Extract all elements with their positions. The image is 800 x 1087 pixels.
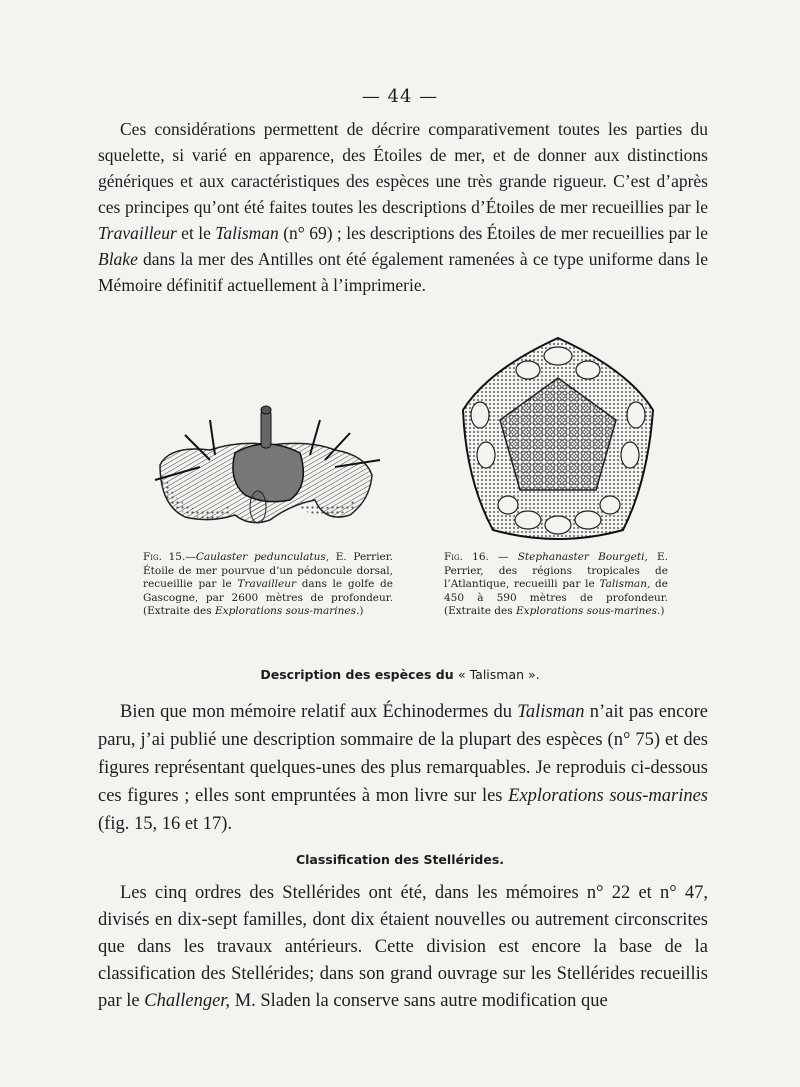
section-heading-talisman: Description des espèces du « Talisman ». [260, 667, 540, 682]
figure-16-caption: Fig. 16. — Stephanaster Bourgeti, E. Perrier, des régions tropicales de l’Atlantique, recueilli par le Talisman, de 450 à 590 mètres de profondeur. (Extraite des Explorations sous-marines.) [444, 551, 668, 617]
page-number: — 44 — [361, 86, 439, 107]
figure-15-caption: Fig. 15.—Caulaster pedunculatus, E. Perrier. Étoile de mer pourvue d’un pédoncule dorsal, recueillie par le Travailleur dans le golfe de Gascogne, par 2600 mètres de profondeur. (Extraite des Explorations sous-marines.) [143, 551, 393, 617]
section-heading-classification: Classification des Stellérides. [295, 852, 505, 867]
figure-caulaster-illustration [140, 405, 390, 535]
paragraph-intro: Ces considérations permettent de décrire comparativement toutes les parties du squelette, si varié en apparence, des Étoiles de mer, et de donner aux distinctions génériques et aux caractéristiques des espèces une très grande rigueur. C’est d’après ces principes qu’ont été faites toutes les descriptions d’Étoiles de mer recueillies par le Travailleur et le Talisman (n° 69) ; les descriptions des Étoiles de mer recueillies par le Blake dans la mer des Antilles ont été également ramenées à ce type uniforme dans le Mémoire définitif actuellement à l’imprimerie. [98, 119, 708, 295]
paragraph-classification: Les cinq ordres des Stellérides ont été, dans les mémoires n° 22 et n° 47, divisés en dix-sept familles, dont dix étaient nouvelles ou autrement circonscrites que dans les travaux antérieurs. Cette division est encore la base de la classification des Stellérides; dans son grand ouvrage sur les Stellérides recueillis par le Challenger, M. Sladen la conserve sans autre modification que [98, 883, 708, 1011]
figure-stephanaster-illustration [448, 330, 668, 550]
paragraph-talisman: Bien que mon mémoire relatif aux Échinodermes du Talisman n’ait pas encore paru, j’ai publié une description sommaire de la plupart des espèces (n° 75) et des figures représentant quelques-unes des plus remarquables. Je reproduis ci-dessous ces figures ; elles sont empruntées à mon livre sur les Explorations sous-marines (fig. 15, 16 et 17). [98, 702, 709, 834]
